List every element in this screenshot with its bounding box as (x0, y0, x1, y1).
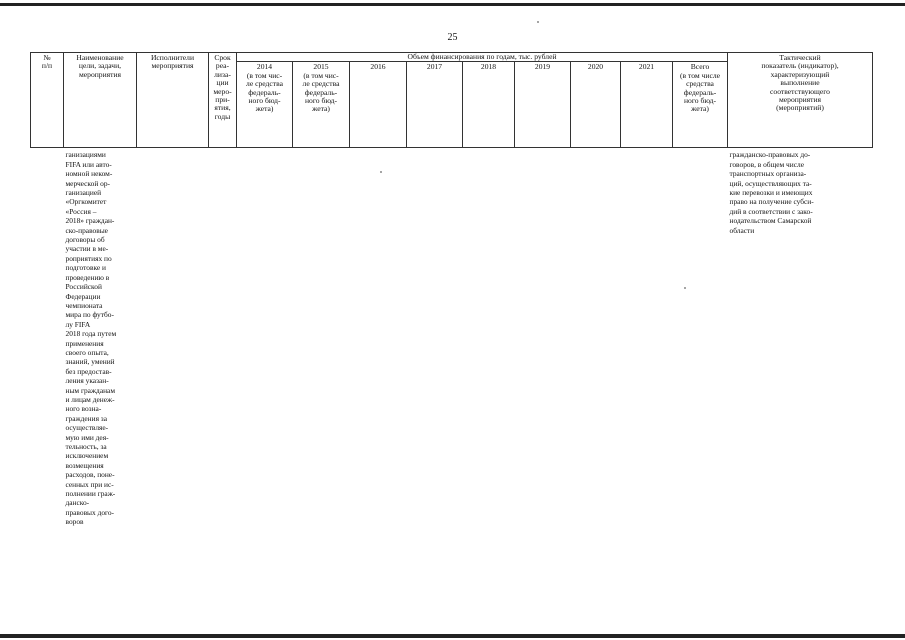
table-row (31, 148, 873, 527)
financing-table (30, 52, 873, 527)
year-note: (в том чис- ле средства федераль- ного бюд- жета) (302, 70, 340, 114)
header-year-2017 (407, 62, 463, 148)
year-label: 2014 (256, 62, 273, 72)
bottom-border-rule (0, 634, 905, 638)
header-year-2021 (621, 62, 673, 148)
cell-2015 (293, 148, 350, 527)
scan-speck (380, 171, 382, 173)
header-total: Всего (в том числе средства федераль- ного бюд- жета) (673, 62, 728, 148)
year-note: (в том чис- ле средства федераль- ного бюд- жета) (246, 70, 283, 114)
cell-executors (137, 148, 209, 527)
cell-2016 (350, 148, 407, 527)
cell-2014 (237, 148, 293, 527)
header-year-2019 (515, 62, 571, 148)
year-label: 2020 (587, 62, 604, 72)
scan-speck (684, 287, 686, 289)
cell-2020 (571, 148, 621, 527)
cell-total (673, 148, 728, 527)
header-year-2018 (463, 62, 515, 148)
year-label: 2016 (370, 62, 386, 72)
header-year-2015 (293, 62, 350, 148)
header-year-2016 (350, 62, 407, 148)
header-indicator: Тактический показатель (индикатор), характеризующий выполнение соответствующего мероприятия (мероприятий) (728, 53, 873, 148)
page-number: 25 (447, 32, 458, 43)
header-name: Наименование цели, задачи, мероприятия (64, 53, 137, 148)
cell-2019 (515, 148, 571, 527)
cell-term (209, 148, 237, 527)
top-border-rule (0, 3, 905, 6)
year-label: 2021 (638, 62, 655, 72)
header-funding-group: Объем финансирования по годам, тыс. рублей (237, 53, 728, 62)
cell-2021 (621, 148, 673, 527)
cell-indicator: гражданско-правовых до- говоров, в общем числе транспортных организа- ций, осуществляющих та- кие перевозки и имеющих право на получение субси- дий в соответствии с зако- нодательством Самарской области (729, 150, 814, 235)
year-label: 2018 (480, 62, 497, 72)
cell-name: ганизациями FIFA или авто- номной неком- мерческой ор- ганизацией «Оргкомитет «Россия – 2018» граждан- ско-правовые договоры об участии в ме- роприятиях по подготовке и проведению в Российской Федерации чемпионата мира по футбо- лу FIFA 2018 года путем применения своего опыта, знаний, умений без предостав- ления указан- ным гражданам и лицам денеж- ного возна- граждения за осуществляе- мую ими дея- тельность, за исключением возмещения расходов, поне- сенных при ис- полнении граж- данско- правовых дого- воров (65, 150, 117, 527)
header-term: Срок реа- лиза- ции меро- при- ятия, годы (209, 53, 237, 148)
header-year-2020 (571, 62, 621, 148)
header-executors: Исполнители мероприятия (137, 53, 209, 148)
cell-2018 (463, 148, 515, 527)
header-num: № п/п (31, 53, 64, 148)
year-label: 2015 (313, 62, 329, 72)
year-label: 2019 (534, 62, 551, 72)
cell-num (31, 148, 64, 527)
scan-speck (537, 21, 539, 23)
header-row-top (31, 53, 873, 62)
year-label: 2017 (426, 62, 443, 72)
cell-2017 (407, 148, 463, 527)
header-year-2014 (237, 62, 293, 148)
